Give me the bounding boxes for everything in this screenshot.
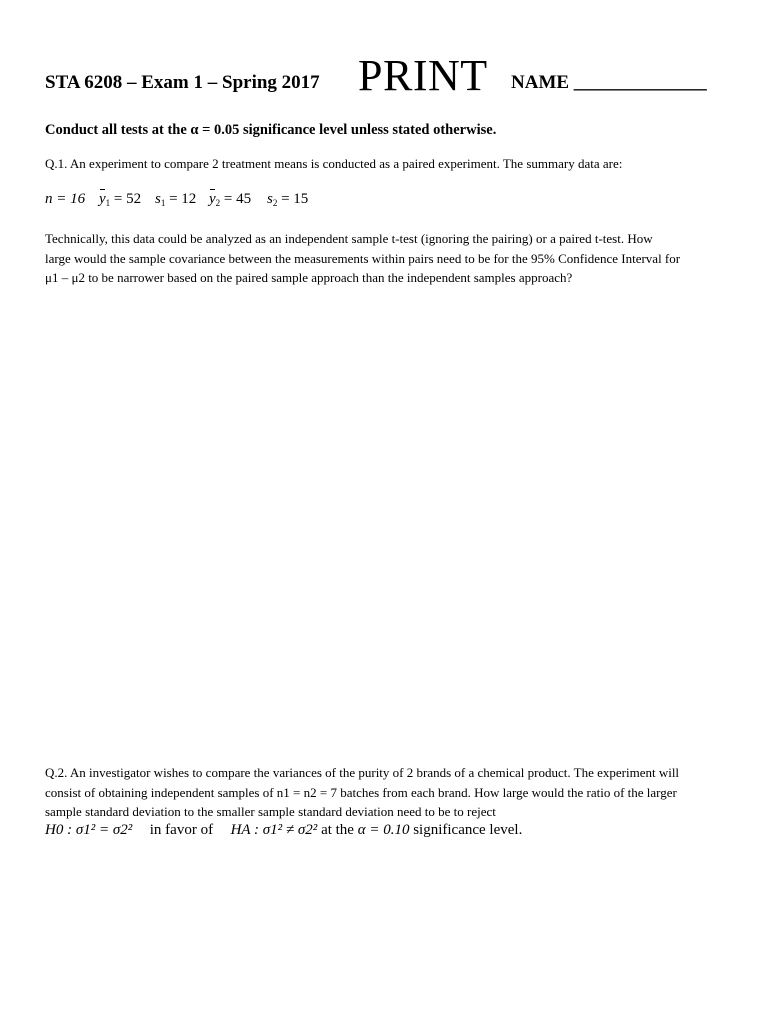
null-hypothesis: H0 : σ1² = σ2² (45, 822, 133, 838)
q2-line: sample standard deviation to the smaller sample standard deviation need to be to reject (45, 804, 496, 819)
q1-intro: Q.1. An experiment to compare 2 treatment means is conducted as a paired experiment. The summary data are: (45, 156, 623, 171)
significance-text: significance level. (413, 822, 523, 838)
exam-title: STA 6208 – Exam 1 – Spring 2017 (45, 72, 320, 93)
q2-line: consist of obtaining independent samples of n1 = n2 = 7 batches from each brand. How large would the ratio of the larger (45, 784, 677, 800)
q1-question (45, 229, 725, 288)
stat-s1: $s_1 = 12$ (155, 191, 197, 208)
stat-s2: $s_2 = 15$ (267, 191, 309, 208)
print-label: PRINT (358, 51, 488, 100)
q1-line: μ1 – μ2 to be narrower based on the paired sample approach than the independent samples approach? (45, 270, 573, 285)
q2-line: Q.2. An investigator wishes to compare the variances of the purity of 2 brands of a chemical product. The experiment will (45, 765, 680, 780)
stat-y2bar: $y_2 = 45$ (209, 191, 252, 208)
alternative-hypothesis: HA : σ1² ≠ σ2² (230, 822, 318, 838)
q2-hypotheses (45, 822, 522, 839)
name-field-label: NAME ______________ (511, 72, 707, 93)
at-the-text: at the (321, 822, 354, 838)
instructions: Conduct all tests at the α = 0.05 significance level unless stated otherwise. (45, 122, 497, 138)
stat-y1bar: $y_1 = 52$ (99, 191, 142, 208)
q2-question (45, 763, 725, 822)
q1-line: large would the sample covariance between the measurements within pairs need to be for the 95% Confidence Interval for (45, 250, 681, 266)
q1-line: Technically, this data could be analyzed as an independent sample t-test (ignoring the pairing) or a paired t-test. How (45, 231, 653, 246)
stat-n: n = 16 (45, 191, 86, 207)
in-favor-text: in favor of (149, 822, 214, 838)
alpha-level: α = 0.10 (357, 822, 410, 838)
